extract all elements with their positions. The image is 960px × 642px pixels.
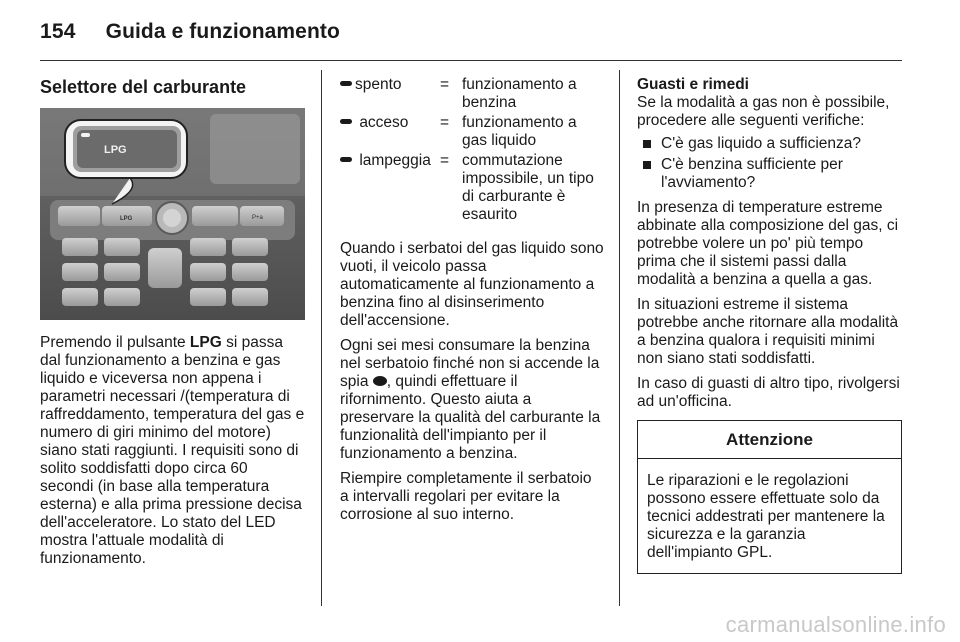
column-left bbox=[40, 74, 305, 575]
body-paragraph: Riempire completamente il serbatoio a intervalli regolari per evitare la corrosione al suo interno. bbox=[340, 470, 592, 523]
lpg-button-text: LPG bbox=[120, 216, 133, 222]
callout-lpg-text: LPG bbox=[104, 144, 127, 156]
watermark: carmanualsonline.info bbox=[725, 612, 946, 637]
column-right bbox=[637, 76, 902, 574]
list-item: C'è gas liquido a sufficienza? bbox=[637, 135, 902, 153]
column-divider bbox=[619, 70, 620, 606]
led-dash-icon bbox=[340, 157, 352, 162]
list-item: C'è benzina sufficiente per l'avviamento? bbox=[637, 156, 902, 192]
column-middle bbox=[340, 76, 604, 531]
column-divider bbox=[321, 70, 322, 606]
button-shape bbox=[192, 206, 238, 226]
section-heading: Selettore del carburante bbox=[40, 77, 247, 97]
check-list bbox=[637, 135, 902, 192]
body-paragraph: In caso di guasti di altro tipo, rivolgersi ad un'officina. bbox=[637, 375, 900, 410]
body-paragraph: Ogni sei mesi consumare la benzina nel serbatoio finché non si accende la spia , quindi effettuare il rifornimento. Questo aiuta a preservare la qualità del carburante la funzionalità dell'impianto per il funzionamento a benzina. bbox=[340, 337, 601, 462]
page-number: 154 bbox=[40, 20, 76, 43]
subheading: Guasti e rimedi bbox=[637, 76, 749, 93]
page-header bbox=[40, 12, 340, 52]
body-paragraph: Premendo il pulsante LPG si passa dal funzionamento a benzina e gas liquido e viceversa non appena i parametri necessari /(temperatura di raffreddamento, temperatura del gas e numero di giri minimo del motore) siano stati raggiunti. I requisiti sono di solito soddisfatti dopo circa 60 secondi (in base alla temperatura esterna) e alla prima pressione decisa dell'acceleratore. Lo stato del LED mostra l'attuale modalità di funzionamento. bbox=[40, 334, 305, 567]
p-button-text: P+a bbox=[252, 215, 263, 221]
led-indicator bbox=[81, 133, 90, 137]
button-shape bbox=[58, 206, 100, 226]
page-title: Guida e funzionamento bbox=[105, 20, 340, 43]
header-rule bbox=[40, 60, 902, 61]
table-row: lampeggia = commutazione impossibile, un tipo di carburante è esaurito bbox=[340, 152, 604, 226]
led-dash-icon bbox=[340, 119, 352, 124]
body-paragraph: In situazioni estreme il sistema potrebbe anche ritornare alla modalità a benzina qualora i requisiti minimi non siano stati soddisfatti. bbox=[637, 296, 899, 367]
table-row: acceso = funzionamento a gas liquido bbox=[340, 114, 604, 152]
body-paragraph: Se la modalità a gas non è possibile, procedere alle seguenti verifiche: bbox=[637, 94, 890, 129]
warning-box bbox=[637, 420, 902, 574]
lpg-switch-photo bbox=[40, 108, 305, 320]
body-paragraph: In presenza di temperature estreme abbinate alla composizione del gas, ci potrebbe volere un po' più tempo prima che il sistemi passi dalla modalità a benzina a quella a gas. bbox=[637, 199, 899, 288]
warning-text: Le riparazioni e le regolazioni possono essere effettuate solo da tecnici addestrati per mantenere la sicurezza e la garanzia dell'impianto GPL. bbox=[647, 472, 885, 561]
led-dash-icon bbox=[340, 81, 352, 86]
fuel-warning-light-icon bbox=[373, 376, 387, 386]
table-row: spento = funzionamento a benzina bbox=[340, 76, 604, 114]
body-paragraph: Quando i serbatoi del gas liquido sono vuoti, il veicolo passa automaticamente al funzionamento a benzina fino al disinserimento dell'accensione. bbox=[340, 240, 604, 329]
led-status-table bbox=[340, 76, 604, 226]
warning-title: Attenzione bbox=[638, 421, 901, 459]
